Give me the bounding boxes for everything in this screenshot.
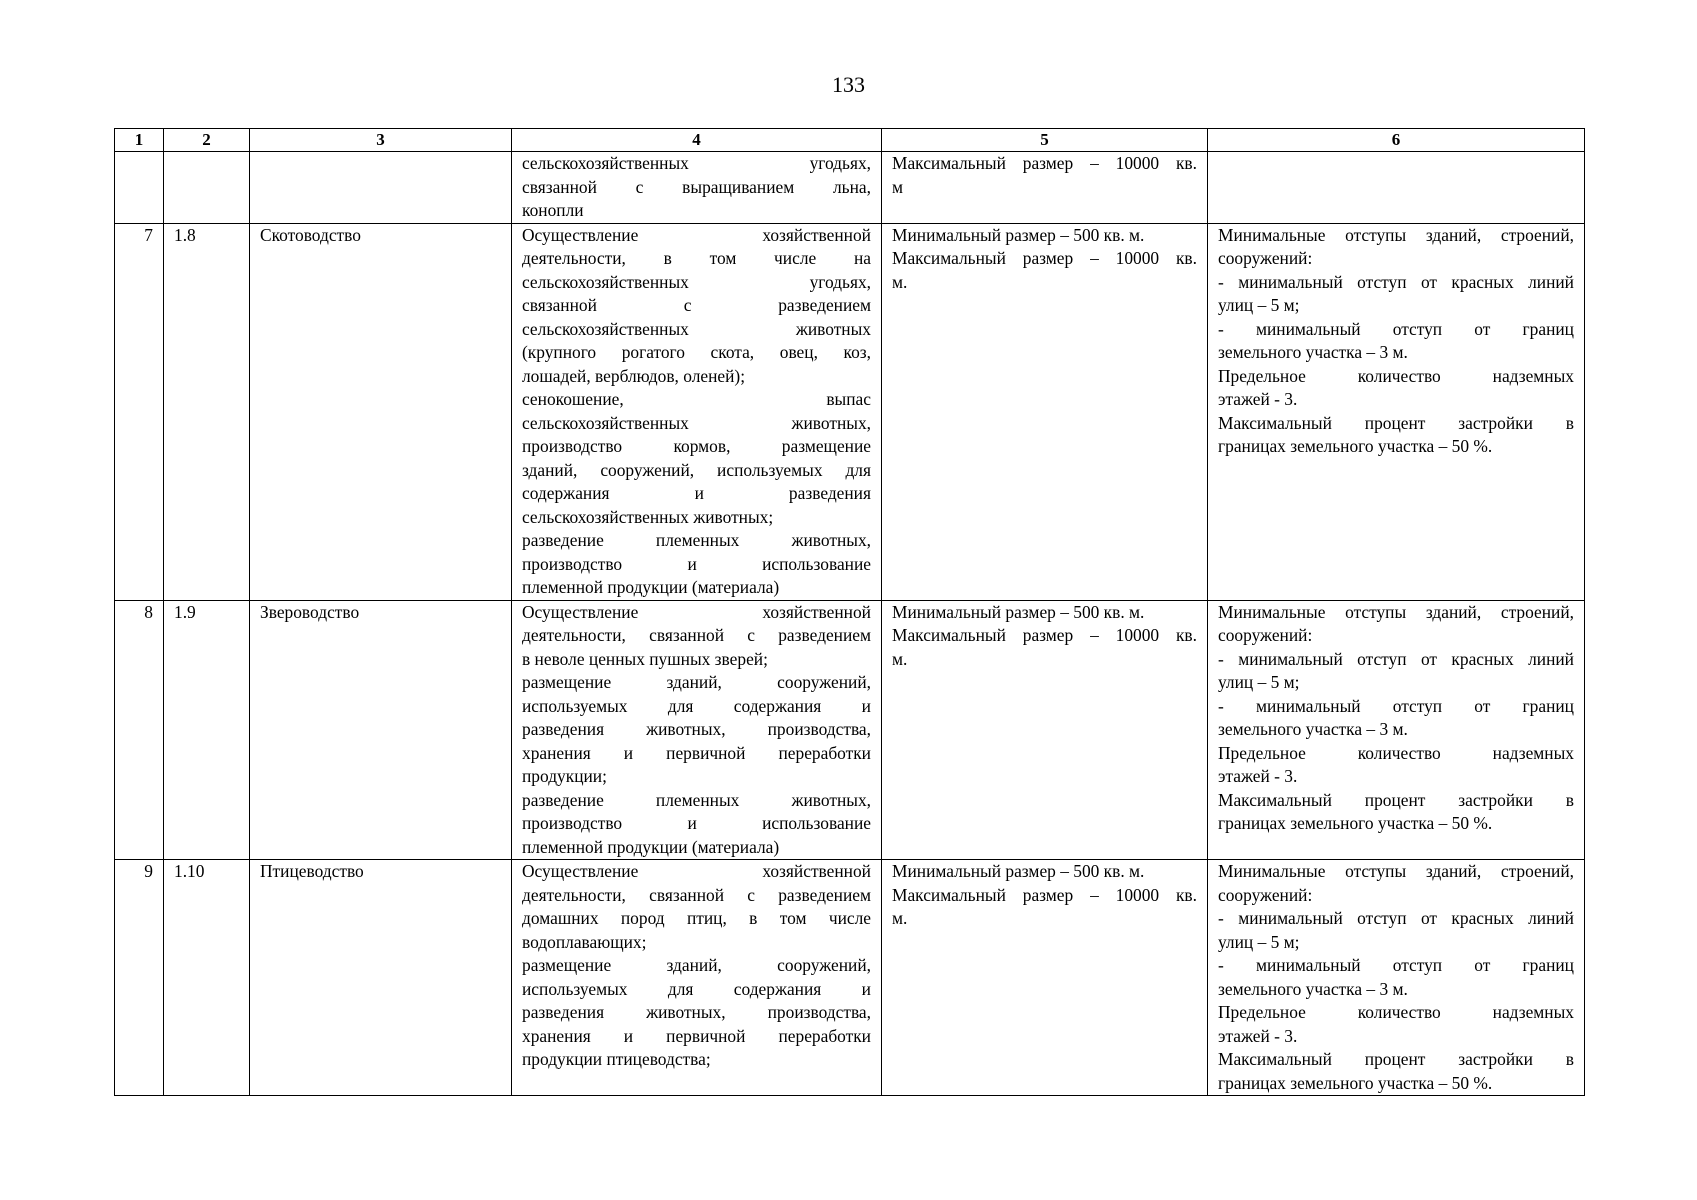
text-line: разведение племенных животных, — [522, 789, 871, 810]
text-line: Максимальный размер – 10000 кв. — [892, 625, 1197, 645]
table-header-row — [115, 129, 1585, 152]
text-line: границах земельного участка – 50 %. — [1218, 813, 1493, 833]
text-line: хранения и первичной переработки — [522, 742, 871, 763]
text-line: хранения и первичной переработки — [522, 1025, 871, 1046]
text-line: используемых для содержания и — [522, 978, 871, 999]
text-line: улиц – 5 м; — [1218, 931, 1300, 952]
building-params-cell — [1208, 152, 1585, 224]
text-line: Максимальный процент застройки в — [1218, 789, 1574, 810]
text-line: в неволе ценных пушных зверей; — [522, 648, 768, 669]
header-cell: 5 — [882, 129, 1208, 152]
text-line: Максимальный процент застройки в — [1218, 412, 1574, 433]
table-row — [115, 152, 1585, 224]
row-number-cell: 9 — [115, 860, 164, 1096]
code-cell: 1.8 — [164, 223, 250, 600]
plot-size-cell — [882, 152, 1208, 224]
code-cell: 1.9 — [164, 600, 250, 860]
text-line: Осуществление хозяйственной — [522, 224, 871, 245]
text-line: размещение зданий, сооружений, — [522, 672, 871, 692]
text-line: производство и использование — [522, 813, 871, 833]
text-line: - минимальный отступ от границ — [1218, 695, 1574, 716]
building-params-cell — [1208, 860, 1585, 1096]
text-line: - минимальный отступ от красных линий — [1218, 648, 1574, 669]
building-params-cell — [1208, 223, 1585, 600]
text-line: производство кормов, размещение — [522, 436, 871, 456]
text-line: водоплавающих; — [522, 931, 647, 952]
table-row — [115, 860, 1585, 1096]
text-line: продукции; — [522, 766, 607, 786]
text-line: деятельности, связанной с разведением — [522, 625, 871, 645]
text-line: границах земельного участка – 50 %. — [1218, 436, 1493, 456]
text-line: сельскохозяйственных животных; — [522, 506, 774, 527]
row-number-cell: 7 — [115, 223, 164, 600]
header-cell: 6 — [1208, 129, 1585, 152]
description-cell — [512, 223, 882, 600]
land-use-table — [114, 128, 1585, 1096]
type-name-cell — [250, 152, 512, 224]
row-number-cell — [115, 152, 164, 224]
text-line: м — [892, 176, 904, 197]
text-line: этажей - 3. — [1218, 389, 1298, 409]
text-line: Минимальные отступы зданий, строений, — [1218, 601, 1574, 622]
text-line: границах земельного участка – 50 %. — [1218, 1072, 1493, 1093]
text-line: связанной с разведением — [522, 295, 871, 315]
description-cell — [512, 600, 882, 860]
text-line: племенной продукции (материала) — [522, 836, 780, 857]
text-line: этажей - 3. — [1218, 766, 1298, 786]
text-line: Минимальный размер – 500 кв. м. — [892, 601, 1145, 622]
text-line: сельскохозяйственных угодьях, — [522, 271, 871, 292]
text-line: м. — [892, 648, 908, 669]
text-line: земельного участка – 3 м. — [1218, 342, 1408, 362]
text-line: м. — [892, 271, 908, 292]
text-line: племенной продукции (материала) — [522, 577, 780, 597]
description-cell — [512, 152, 882, 224]
text-line: улиц – 5 м; — [1218, 295, 1300, 315]
text-line: зданий, сооружений, используемых для — [522, 459, 871, 480]
text-line: - минимальный отступ от границ — [1218, 318, 1574, 339]
text-line: Предельное количество надземных — [1218, 1002, 1574, 1022]
text-line: - минимальный отступ от границ — [1218, 955, 1574, 975]
text-line: лошадей, верблюдов, оленей); — [522, 365, 746, 386]
text-line: сельскохозяйственных животных, — [522, 412, 871, 433]
type-name-cell: Звероводство — [250, 600, 512, 860]
text-line: Максимальный процент застройки в — [1218, 1049, 1574, 1069]
text-line: Предельное количество надземных — [1218, 365, 1574, 386]
text-line: домашних пород птиц, в том числе — [522, 908, 871, 928]
page-number: 133 — [832, 72, 865, 97]
text-line: - минимальный отступ от красных линий — [1218, 271, 1574, 292]
text-line: связанной с выращиванием льна, — [522, 176, 871, 197]
type-name-cell: Скотоводство — [250, 223, 512, 600]
text-line: Максимальный размер – 10000 кв. — [892, 248, 1197, 268]
text-line: сооружений: — [1218, 625, 1313, 645]
type-name-cell: Птицеводство — [250, 860, 512, 1096]
text-line: деятельности, связанной с разведением — [522, 884, 871, 905]
plot-size-cell — [882, 600, 1208, 860]
text-line: земельного участка – 3 м. — [1218, 719, 1408, 739]
text-line: Осуществление хозяйственной — [522, 861, 871, 881]
text-line: деятельности, в том числе на — [522, 248, 871, 268]
building-params-cell — [1208, 600, 1585, 860]
text-line: улиц – 5 м; — [1218, 672, 1300, 692]
text-line: Минимальные отступы зданий, строений, — [1218, 224, 1574, 245]
table-row — [115, 600, 1585, 860]
text-line: Минимальный размер – 500 кв. м. — [892, 224, 1145, 245]
text-line: Максимальный размер – 10000 кв. — [892, 884, 1197, 905]
header-cell: 1 — [115, 129, 164, 152]
text-line: сельскохозяйственных животных — [522, 318, 871, 339]
plot-size-cell — [882, 860, 1208, 1096]
text-line: продукции птицеводства; — [522, 1049, 711, 1069]
code-cell — [164, 152, 250, 224]
text-line: конопли — [522, 200, 584, 220]
table-row — [115, 223, 1585, 600]
text-line: разведения животных, производства, — [522, 719, 871, 739]
text-line: Предельное количество надземных — [1218, 742, 1574, 763]
text-line: размещение зданий, сооружений, — [522, 955, 871, 975]
text-line: сооружений: — [1218, 248, 1313, 268]
text-line: этажей - 3. — [1218, 1025, 1298, 1046]
header-cell: 3 — [250, 129, 512, 152]
text-line: сооружений: — [1218, 884, 1313, 905]
header-cell: 2 — [164, 129, 250, 152]
text-line: разведение племенных животных, — [522, 530, 871, 550]
description-cell — [512, 860, 882, 1096]
text-line: м. — [892, 908, 908, 928]
text-line: сенокошение, выпас — [522, 389, 871, 409]
text-line: используемых для содержания и — [522, 695, 871, 716]
text-line: Осуществление хозяйственной — [522, 601, 871, 622]
plot-size-cell — [882, 223, 1208, 600]
text-line: производство и использование — [522, 553, 871, 574]
header-cell: 4 — [512, 129, 882, 152]
text-line: содержания и разведения — [522, 483, 871, 503]
text-line: (крупного рогатого скота, овец, коз, — [522, 342, 871, 362]
row-number-cell: 8 — [115, 600, 164, 860]
text-line: земельного участка – 3 м. — [1218, 978, 1408, 999]
text-line: разведения животных, производства, — [522, 1002, 871, 1022]
text-line: сельскохозяйственных угодьях, — [522, 153, 871, 173]
text-line: Минимальный размер – 500 кв. м. — [892, 861, 1145, 881]
text-line: Минимальные отступы зданий, строений, — [1218, 861, 1574, 881]
code-cell: 1.10 — [164, 860, 250, 1096]
text-line: Максимальный размер – 10000 кв. — [892, 153, 1197, 173]
text-line: - минимальный отступ от красных линий — [1218, 908, 1574, 928]
